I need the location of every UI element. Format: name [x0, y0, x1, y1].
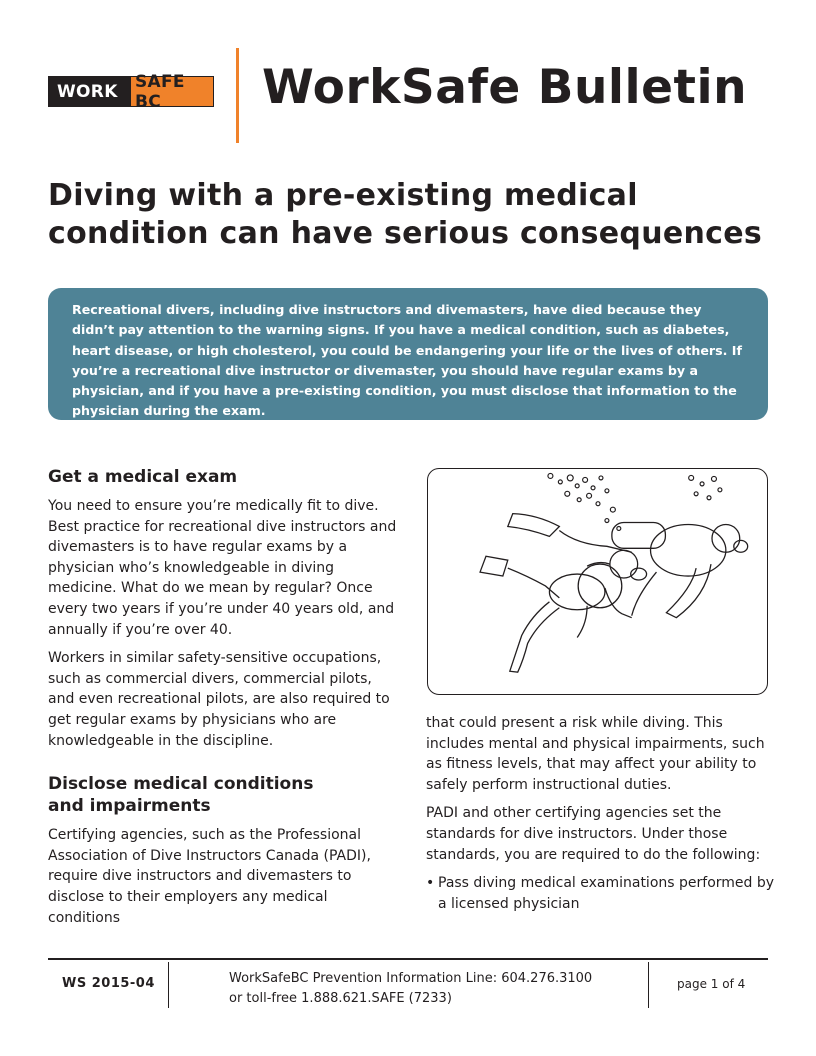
bullet-icon: •	[426, 875, 435, 892]
spacer	[426, 865, 776, 873]
student-diver-icon	[480, 550, 647, 672]
disclose-heading-line-2: and impairments	[48, 796, 211, 817]
footer-rule	[48, 958, 768, 960]
page-number: page 1 of 4	[677, 977, 746, 991]
footer-contact-info	[229, 969, 592, 1009]
divers-illustration	[427, 468, 768, 695]
footer-info-line-2: or toll-free 1.888.621.SAFE (7233)	[229, 991, 452, 1006]
spacer	[48, 817, 398, 825]
instructor-diver-icon	[508, 514, 748, 618]
right-column	[426, 713, 776, 914]
bulletin-title: WorkSafe Bulletin	[262, 60, 748, 115]
divers-drawing	[428, 469, 767, 694]
logo-work-text: WORK	[49, 77, 131, 106]
spacer	[48, 488, 398, 496]
left-column	[48, 466, 398, 928]
logo-safe-text: SAFE BC	[131, 77, 213, 106]
exam-paragraph-1: You need to ensure you’re medically fit to dive. Best practice for recreational dive instructors and divemasters is to have regular exams by a physician who’s knowledgeable in diving medicine. What do we mean by regular? Once every two years if you’re under 40 years old, and annually if you’re over 40.	[48, 498, 397, 638]
spacer	[48, 751, 398, 773]
spacer	[48, 640, 398, 648]
footer-divider	[648, 962, 649, 1008]
list-item	[426, 873, 776, 914]
disclose-paragraph-2: PADI and other certifying agencies set the standards for dive instructors. Under those standards, you are required to do the following:	[426, 805, 761, 863]
header-divider	[236, 48, 239, 143]
exam-paragraph-2: Workers in similar safety-sensitive occupations, such as commercial divers, commercial pilots, and even recreational pilots, are also required to get regular exams by physicians who are knowledgeable in the discipline.	[48, 650, 390, 749]
footer-divider	[168, 962, 169, 1008]
spacer	[426, 795, 776, 803]
intro-callout	[48, 288, 768, 420]
intro-text: Recreational divers, including dive instructors and divemasters, have died because they didn’t pay attention to the warning signs. If you have a medical condition, such as diabetes, heart disease, or high cholesterol, you could be endangering your life or the lives of others. If you’re a recreational dive instructor or divemaster, you should have regular exams by a physician, and if you have a pre-existing condition, you must disclose that information to the physician during the exam.	[72, 302, 742, 419]
footer-info-line-1: WorkSafeBC Prevention Information Line: 604.276.3100	[229, 971, 593, 986]
worksafebc-logo	[48, 71, 214, 112]
disclose-heading	[48, 773, 398, 817]
disclose-paragraph-1-continued: that could present a risk while diving. This includes mental and physical impairments, such as fitness levels, that may affect your ability to safely perform instructional duties.	[426, 715, 765, 793]
disclose-heading-line-1: Disclose medical conditions	[48, 774, 314, 795]
exam-heading: Get a medical exam	[48, 467, 238, 487]
disclose-paragraph-1: Certifying agencies, such as the Professional Association of Dive Instructors Canada (PADI), require dive instructors and divemasters to disclose to their employers any medical conditions	[48, 827, 371, 926]
bullet-text: Pass diving medical examinations performed by a licensed physician	[438, 875, 775, 912]
article-headline: Diving with a pre-existing medical condition can have serious consequences	[48, 178, 763, 251]
footer-bulletin-code: WS 2015-04	[62, 976, 155, 991]
